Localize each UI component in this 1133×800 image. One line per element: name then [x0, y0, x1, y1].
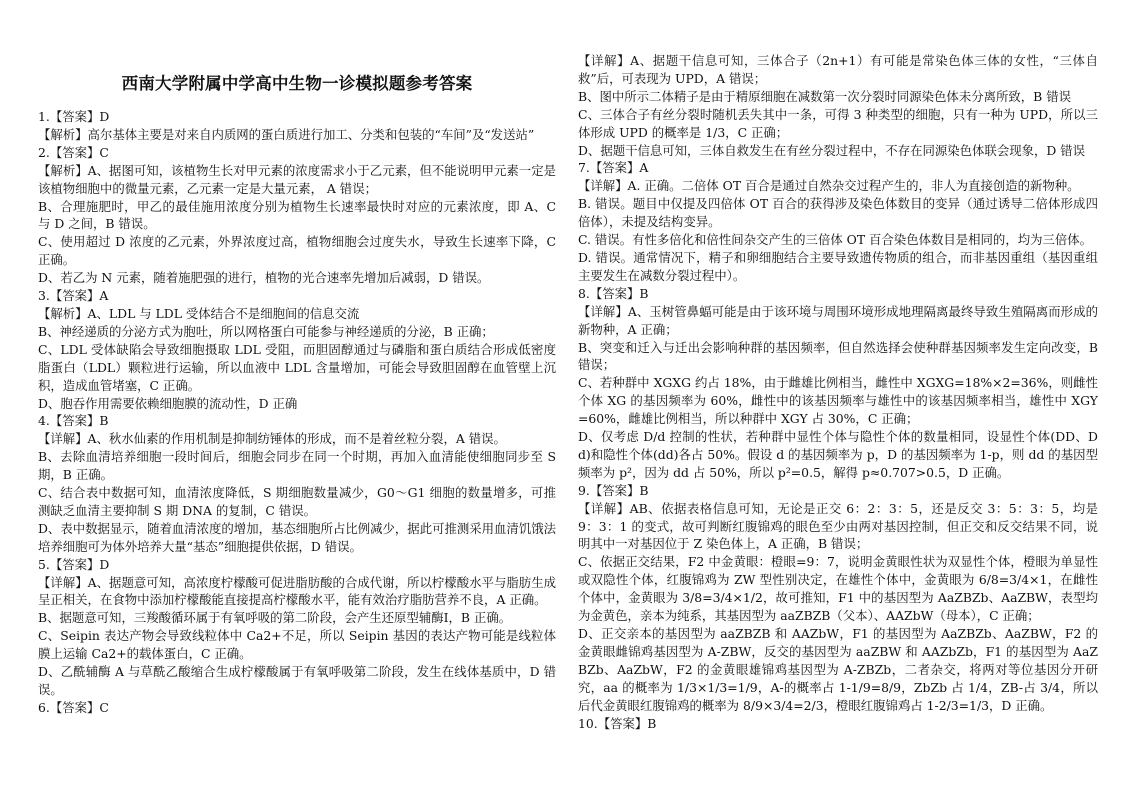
paragraph: B. 错误。题目中仅提及四倍体 OT 百合的获得涉及染色体数目的变异（通过诱导二倍体形成四倍体），未提及结构变异。	[578, 196, 1098, 230]
paragraph: D、据题干信息可知，三体自救发生在有丝分裂过程中，不存在同源染色体联会现象，D 错误	[578, 142, 1086, 158]
paragraph: D、乙酰辅酶 A 与草酰乙酸缩合生成柠檬酸属于有氧呼吸第二阶段，发生在线体基质中，D 错误。	[38, 664, 556, 697]
paragraph: C、若种群中 XGXG 约占 18%，由于雌雄比例相当，雌性中 XGXG=18%×2=36%，则雌性个体 XG 的基因频率为 60%，雌性中的该基因频率与雄性中的该基因频率相当，雄性中 XGY=60%，雌雄比例相当，所以种群中 XGY 占 30%，C 正确；	[578, 375, 1098, 427]
paragraph: 【详解】A、秋水仙素的作用机制是抑制纺锤体的形成，而不是着丝粒分裂，A 错误。	[38, 431, 506, 447]
paragraph: 【详解】AB、依据表格信息可知，无论是正交 6：2：3：5，还是反交 3：5：3：5，均是 9：3：1 的变式，故可判断红腹锦鸡的眼色至少由两对基因控制，但正交和反交结果不同，说明其中一对基因位于 Z 染色体上，A 正确，B 错误；	[578, 500, 1098, 552]
paragraph: D. 错误。通常情况下，精子和卵细胞结合主要导致遗传物质的组合，而非基因重组（基因重组主要发生在减数分裂过程中）。	[578, 249, 1098, 283]
right-column	[578, 52, 1098, 732]
paragraph: C. 错误。有性多倍化和倍性间杂交产生的三倍体 OT 百合染色体数目是相同的，均为三倍体。	[578, 232, 1093, 248]
paragraph: C、使用超过 D 浓度的乙元素，外界浓度过高，植物细胞会过度失水，导致生长速率下降，C 正确。	[38, 234, 556, 268]
paragraph: 5.【答案】D	[38, 556, 110, 572]
paragraph: B、图中所示二体精子是由于精原细胞在减数第一次分裂时同源染色体未分离所致，B 错误	[578, 88, 1071, 104]
paragraph: 【详解】A、据题干信息可知，三体合子（2n+1）有可能是常染色体三体的女性，“三体自救”后，可表现为 UPD，A 错误；	[578, 53, 1098, 86]
paragraph: D、仅考虑 D/d 控制的性状，若种群中显性个体与隐性个体的数量相同，设显性个体(DD、Dd)和隐性个体(dd)各占 50%。假设 d 的基因频率为 p，D 的基因频率为 1-p，则 dd 的基因型频率为 p²，因为 dd 占 50%，所以 p²=0.5，解得 p≈0.707>0.5，D 正确。	[578, 429, 1098, 480]
paragraph: 【详解】A、玉树管鼻蝠可能是由于该环境与周围环境形成地理隔离最终导致生殖隔离而形成的新物种，A 正确；	[578, 303, 1098, 337]
paragraph: 1.【答案】D	[38, 109, 110, 124]
paragraph: 4.【答案】B	[38, 413, 109, 429]
paragraph: C、LDL 受体缺陷会导致细胞摄取 LDL 受阻，而胆固醇通过与磷脂和蛋白质结合形成低密度脂蛋白（LDL）颗粒进行运输，所以血液中 LDL 含量增加，可能会导致胆固醇在血管壁上沉积，造成血管堵塞，C 正确。	[38, 341, 556, 393]
paragraph: 【解析】A、据图可知，该植物生长对甲元素的浓度需求小于乙元素，但不能说明甲元素一定是该植物细胞中的微量元素，乙元素一定是大量元素， A 错误；	[38, 162, 556, 196]
paragraph: 6.【答案】C	[38, 699, 109, 715]
paragraph: 【解析】高尔基体主要是对来自内质网的蛋白质进行加工、分类和包装的“车间”及“发送站”	[38, 126, 535, 142]
left-column	[38, 108, 556, 717]
paragraph: B、突变和迁入与迁出会影响种群的基因频率，但自然选择会使种群基因频率发生定向改变，B 错误；	[578, 339, 1098, 373]
paragraph: 2.【答案】C	[38, 144, 109, 160]
paragraph: B、去除血清培养细胞一段时间后，细胞会同步在同一个时期，再加入血清能使细胞同步至 S 期，B 正确。	[38, 449, 556, 483]
paragraph: D、若乙为 N 元素，随着施肥强的进行，植物的光合速率先增加后减弱，D 错误。	[38, 270, 490, 286]
paragraph: 9.【答案】B	[578, 482, 649, 498]
paragraph: 3.【答案】A	[38, 288, 109, 304]
paragraph: B、神经递质的分泌方式为胞吐，所以网格蛋白可能参与神经递质的分泌，B 正确；	[38, 323, 494, 339]
paragraph: C、三体合子有丝分裂时随机丢失其中一条，可得 3 种类型的细胞，只有一种为 UPD，所以三体形成 UPD 的概率是 1/3，C 正确；	[578, 106, 1098, 140]
paragraph: 【详解】A. 正确。二倍体 OT 百合是通过自然杂交过程产生的，非人为直接创造的新物种。	[578, 178, 1080, 194]
paragraph: 10.【答案】B	[578, 715, 657, 731]
paragraph: C、结合表中数据可知，血清浓度降低，S 期细胞数量减少，G0～G1 细胞的数量增多，可推测缺乏血清主要抑制 S 期 DNA 的复制，C 错误。	[38, 485, 556, 518]
page-title: 西南大学附属中学高中生物一诊模拟题参考答案	[121, 74, 473, 93]
paragraph: B、合理施肥时，甲乙的最佳施用浓度分别为植物生长速率最快时对应的元素浓度，即 A、C 与 D 之间，B 错误。	[38, 198, 556, 232]
paragraph: 【解析】A、LDL 与 LDL 受体结合不是细胞间的信息交流	[38, 305, 360, 321]
paragraph: C、依据正交结果，F2 中金黄眼：橙眼=9：7，说明金黄眼性状为双显性个体，橙眼为单显性或双隐性个体，红腹锦鸡为 ZW 型性别决定，在雄性个体中，金黄眼为 6/8=3/4×1，在雌性个体中，金黄眼为 3/8=3/4×1/2，故可推知，F1 中的基因型为 AaZBZb、AaZBW，表型均为金黄色，亲本为纯系，其基因型为 aaZBZB（父本）、AAZbW（母本），C 正确；	[578, 554, 1098, 624]
paragraph: 8.【答案】B	[578, 285, 649, 301]
paragraph: B、据题意可知，三羧酸循环属于有氧呼吸的第二阶段，会产生还原型辅酶Ⅰ，B 正确。	[38, 610, 512, 626]
paragraph: D、胞吞作用需要依赖细胞膜的流动性，D 正确	[38, 395, 298, 411]
paragraph: 【详解】A、据题意可知，高浓度柠檬酸可促进脂肪酸的合成代谢，所以柠檬酸水平与脂肪生成呈正相关，在食物中添加柠檬酸能直接提高柠檬酸水平，能有效治疗脂肪营养不良，A 正确。	[38, 574, 556, 608]
paragraph: C、Seipin 表达产物会导致线粒体中 Ca2+不足，所以 Seipin 基因的表达产物可能是线粒体膜上运输 Ca2+的载体蛋白，C 正确。	[38, 628, 556, 662]
paragraph: 7.【答案】A	[578, 160, 649, 176]
paragraph: D、表中数据显示，随着血清浓度的增加，基态细胞所占比例减少，据此可推测采用血清饥饿法培养细胞可为体外培养大量“基态”细胞提供依据，D 错误。	[38, 520, 556, 554]
paragraph: D、正交亲本的基因型为 aaZBZB 和 AAZbW，F1 的基因型为 AaZBZb、AaZBW，F2 的金黄眼雌锦鸡基因型为 A-ZBW，反交的基因型为 aaZBW 和 AAZbZb，F1 的基因型为 AaZBZb、AaZbW，F2 的金黄眼雄锦鸡基因型为 A-ZBZb，二者杂交，将两对等位基因分开研究，aa 的概率为 1/3×1/3=1/9，A-的概率占 1-1/9=8/9，ZbZb 占 1/4，ZB-占 3/4，所以后代金黄眼红腹锦鸡的概率为 8/9×3/4=2/3，橙眼红腹锦鸡占 1-2/3=1/3，D 正确。	[578, 626, 1098, 713]
